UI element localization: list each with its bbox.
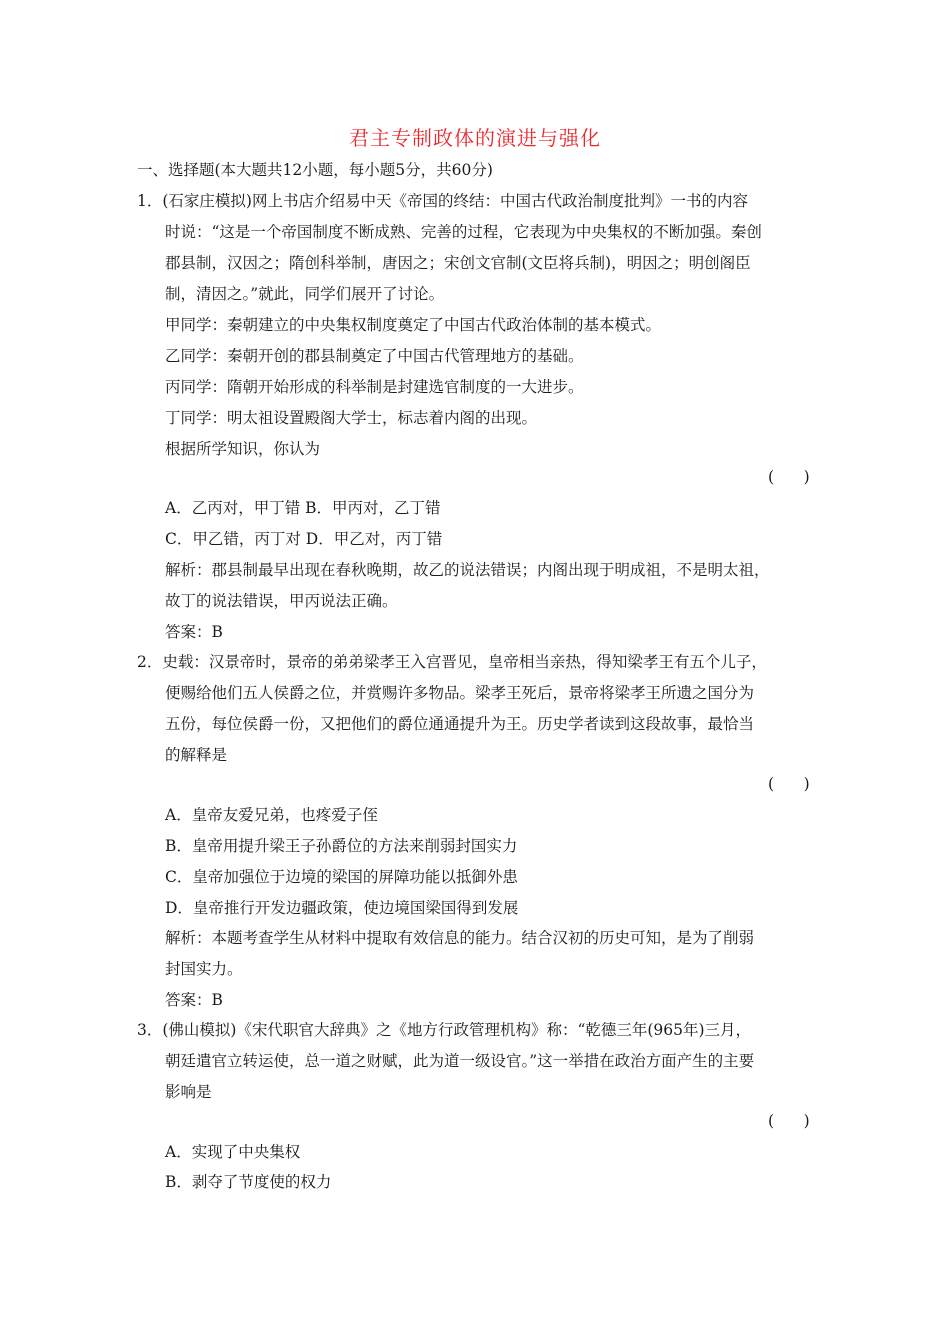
answer-blank: ( ) xyxy=(768,468,810,486)
answer-blank: ( ) xyxy=(768,775,810,793)
question-1-stem-line: 1．(石家庄模拟)网上书店介绍易中天《帝国的终结：中国古代政治制度批判》一书的内容 xyxy=(137,192,748,210)
question-2-option-d: D．皇帝推行开发边疆政策，使边境国梁国得到发展 xyxy=(165,899,519,917)
question-2-stem-line: 的解释是 xyxy=(165,746,228,764)
question-1-prompt: 根据所学知识，你认为 xyxy=(165,440,321,458)
question-2-option-b: B．皇帝用提升梁王子孙爵位的方法来削弱封国实力 xyxy=(165,837,518,855)
question-1-statement: 丁同学：明太祖设置殿阁大学士，标志着内阁的出现。 xyxy=(165,409,538,427)
question-2-option-a: A．皇帝友爱兄弟，也疼爱子侄 xyxy=(165,806,378,824)
question-2-stem-line: 五份，每位侯爵一份，又把他们的爵位通通提升为王。历史学者读到这段故事，最恰当 xyxy=(165,715,755,733)
question-1-statement: 丙同学：隋朝开始形成的科举制是封建选官制度的一大进步。 xyxy=(165,378,584,396)
question-3-stem-line: 3．(佛山模拟)《宋代职官大辞典》之《地方行政管理机构》称：“乾德三年(965年)三月， xyxy=(137,1021,752,1039)
question-1-options: A．乙丙对，甲丁错 B．甲丙对，乙丁错 xyxy=(165,499,441,517)
question-2-option-c: C．皇帝加强位于边境的梁国的屏障功能以抵御外患 xyxy=(165,868,518,886)
question-2-analysis: 封国实力。 xyxy=(165,960,243,978)
question-1-stem-line: 制，清因之。”就此，同学们展开了讨论。 xyxy=(165,285,445,303)
question-1-stem-line: 郡县制，汉因之；隋创科举制，唐因之；宋创文官制(文臣将兵制)，明因之；明创阁臣 xyxy=(165,254,751,272)
question-2-analysis: 解析：本题考查学生从材料中提取有效信息的能力。结合汉初的历史可知，是为了削弱 xyxy=(165,929,755,947)
document-title: 君主专制政体的演进与强化 xyxy=(349,126,601,150)
question-1-statement: 乙同学：秦朝开创的郡县制奠定了中国古代管理地方的基础。 xyxy=(165,347,584,365)
question-2-stem-line: 2．史载：汉景帝时，景帝的弟弟梁孝王入宫晋见，皇帝相当亲热，得知梁孝王有五个儿子， xyxy=(137,653,767,671)
question-3-option-a: A．实现了中央集权 xyxy=(165,1143,301,1161)
question-2-answer: 答案：B xyxy=(165,991,223,1009)
answer-blank: ( ) xyxy=(768,1112,810,1130)
question-2-stem-line: 便赐给他们五人侯爵之位，并赏赐许多物品。梁孝王死后，景帝将梁孝王所遗之国分为 xyxy=(165,684,755,702)
question-3-stem-line: 影响是 xyxy=(165,1083,212,1101)
question-1-stem-line: 时说：“这是一个帝国制度不断成熟、完善的过程，它表现为中央集权的不断加强。秦创 xyxy=(165,223,762,241)
question-1-options: C．甲乙错，丙丁对 D．甲乙对，丙丁错 xyxy=(165,530,443,548)
question-3-option-b: B．剥夺了节度使的权力 xyxy=(165,1173,332,1191)
question-3-stem-line: 朝廷遣官立转运使，总一道之财赋，此为道一级设官。”这一举措在政治方面产生的主要 xyxy=(165,1052,755,1070)
question-1-analysis: 解析：郡县制最早出现在春秋晚期，故乙的说法错误；内阁出现于明成祖，不是明太祖， xyxy=(165,561,770,579)
question-1-answer: 答案：B xyxy=(165,623,223,641)
section-heading: 一、选择题(本大题共12小题，每小题5分，共60分) xyxy=(137,161,493,179)
question-1-analysis: 故丁的说法错误，甲丙说法正确。 xyxy=(165,592,398,610)
question-1-statement: 甲同学：秦朝建立的中央集权制度奠定了中国古代政治体制的基本模式。 xyxy=(165,316,662,334)
